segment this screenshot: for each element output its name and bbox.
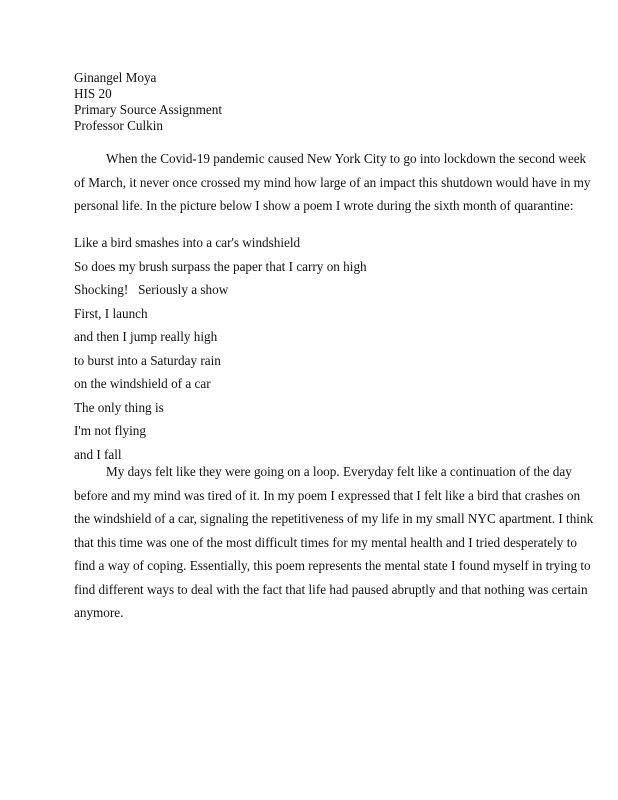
- intro-line: of March, it never once crossed my mind how large of an impact this shutdown would have in my: [74, 174, 591, 190]
- poem-line: on the windshield of a car: [74, 376, 211, 391]
- poem-line: First, I launch: [74, 305, 148, 321]
- intro-line: When the Covid-19 pandemic caused New York City to go into lockdown the second week: [106, 151, 587, 166]
- poem-line: I'm not flying: [74, 423, 146, 438]
- reflection-line: My days felt like they were going on a loop. Everyday felt like a continuation of the day: [106, 464, 572, 479]
- professor-name: Professor Culkin: [74, 118, 164, 133]
- poem-line: Shocking! Seriously a show: [74, 282, 229, 297]
- poem-line: and I fall: [74, 446, 122, 462]
- intro-line: personal life. In the picture below I show a poem I wrote during the sixth month of quarantine:: [74, 198, 574, 213]
- poem: [74, 231, 367, 466]
- reflection-line: find different ways to deal with the fact that life had paused abruptly and that nothing was certain: [74, 581, 588, 597]
- reflection-paragraph: [74, 460, 594, 625]
- poem-line: Like a bird smashes into a car's windshield: [74, 235, 301, 250]
- reflection-line: that this time was one of the most difficult times for my mental health and I tried desperately to: [74, 534, 577, 550]
- course-code: HIS 20: [74, 86, 112, 101]
- poem-line: So does my brush surpass the paper that I carry on high: [74, 258, 367, 274]
- reflection-line: before and my mind was tired of it. In my poem I expressed that I felt like a bird that crashes on: [74, 487, 581, 503]
- author-name: Ginangel Moya: [74, 70, 157, 85]
- assignment-title: Primary Source Assignment: [74, 102, 222, 117]
- reflection-line: anymore.: [74, 605, 124, 620]
- reflection-line: find a way of coping. Essentially, this poem represents the mental state I found myself in trying to: [74, 558, 591, 573]
- poem-line: The only thing is: [74, 399, 164, 415]
- reflection-line: the windshield of a car, signaling the repetitiveness of my life in my small NYC apartment. I think: [74, 511, 594, 526]
- document-header: [74, 70, 222, 134]
- poem-line: to burst into a Saturday rain: [74, 352, 221, 368]
- poem-line: and then I jump really high: [74, 329, 218, 344]
- intro-paragraph: [74, 147, 591, 218]
